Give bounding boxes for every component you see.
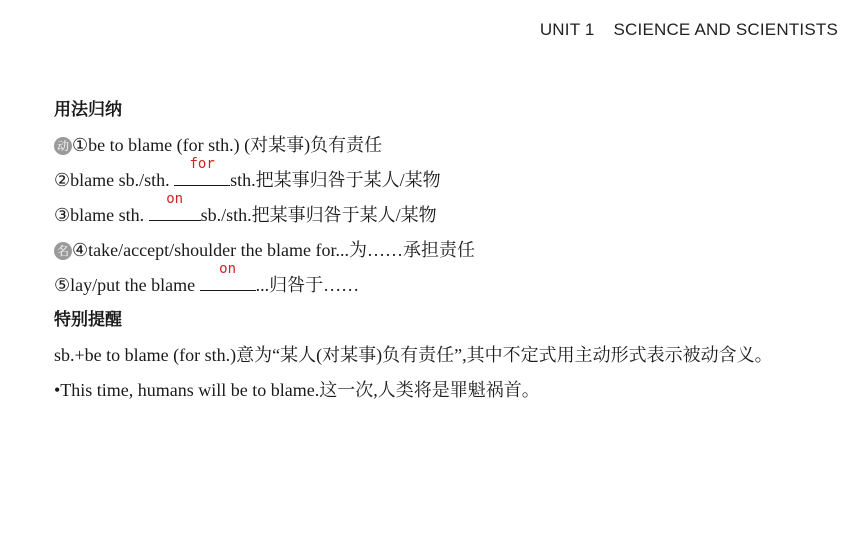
example-sentence: •This time, humans will be to blame.这一次,人类将是罪魁祸首。 [54, 380, 540, 400]
usage-item-5-pre: ⑤lay/put the blame [54, 275, 200, 295]
answer-blank-2 [174, 156, 230, 186]
usage-item-5 [54, 261, 814, 303]
usage-item-3-pre: ③blame sth. [54, 205, 149, 225]
answer-blank-5 [200, 261, 256, 291]
usage-item-4-text: ④take/accept/shoulder the blame for...为……承担责任 [72, 240, 476, 260]
usage-item-4 [54, 233, 814, 268]
usage-item-1-text: ①be to blame (for sth.) (对某事)负有责任 [72, 135, 383, 155]
usage-item-2-post: sth.把某事归咎于某人/某物 [230, 170, 441, 190]
unit-label: UNIT 1 [539, 20, 595, 39]
usage-item-3-post: sb./sth.把某事归咎于某人/某物 [200, 205, 437, 225]
usage-item-1 [54, 128, 814, 163]
noun-badge-icon: 名 [54, 242, 72, 260]
usage-item-2-pre: ②blame sb./sth. [54, 170, 175, 190]
usage-item-5-post: ...归咎于…… [255, 275, 360, 295]
unit-title: SCIENCE AND SCIENTISTS [613, 20, 838, 39]
answer-blank-3 [149, 191, 201, 221]
reminder-text: sb.+be to blame (for sth.)意为“某人(对某事)负有责任”,其中不定式用主动形式表示被动含义。 [54, 345, 773, 365]
usage-heading: 用法归纳 [54, 100, 122, 120]
content [54, 93, 814, 408]
page-header [540, 20, 838, 40]
answer-2: for [189, 156, 215, 172]
answer-3: on [166, 191, 184, 207]
reminder-heading: 特别提醒 [54, 310, 122, 330]
answer-5: on [219, 261, 237, 277]
usage-item-3 [54, 191, 814, 233]
verb-badge-icon: 动 [54, 137, 72, 155]
